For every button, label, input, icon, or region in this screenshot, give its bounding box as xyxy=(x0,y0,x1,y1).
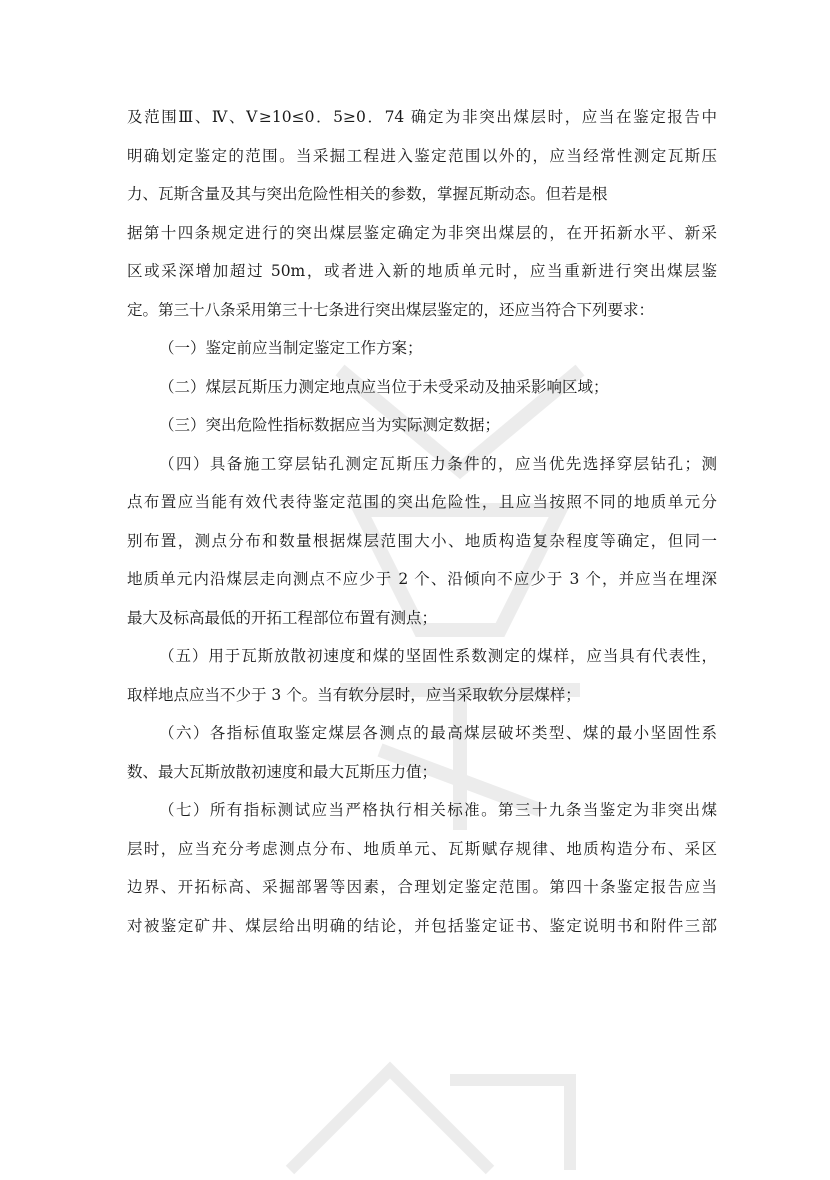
text-line: （一）鉴定前应当制定鉴定工作方案； xyxy=(159,339,423,357)
text-line: （七）所有指标测试应当严格执行相关标准。第三十九条当鉴定为非突出煤 xyxy=(159,801,717,819)
text-line: 最大及标高最低的开拓工程部位布置有测点； xyxy=(127,608,438,627)
text-line: 对被鉴定矿井、煤层给出明确的结论，并包括鉴定证书、鉴定说明书和附件三部 xyxy=(127,916,717,935)
text-line: 地质单元内沿煤层走向测点不应少于 2 个、沿倾向不应少于 3 个，并应当在埋深 xyxy=(127,570,717,588)
text-line: 力、瓦斯含量及其与突出危险性相关的参数，掌握瓦斯动态。但若是根 xyxy=(127,185,608,203)
text-line: （二）煤层瓦斯压力测定地点应当位于未受采动及抽采影响区域； xyxy=(159,377,609,396)
text-line: （三）突出危险性指标数据应当为实际测定数据； xyxy=(159,416,501,434)
text-line: 取样地点应当不少于 3 个。当有软分层时，应当采取软分层煤样； xyxy=(127,685,581,704)
text-line: 数、最大瓦斯放散初速度和最大瓦斯压力值； xyxy=(127,762,438,781)
text-line: 别布置，测点分布和数量根据煤层范围大小、地质构造复杂程度等确定，但同一 xyxy=(127,531,717,550)
text-line: 层时，应当充分考虑测点分布、地质单元、瓦斯赋存规律、地质构造分布、采区 xyxy=(127,839,717,858)
watermark-bottom-icon xyxy=(270,1040,590,1180)
document-body xyxy=(127,98,717,945)
text-line: 及范围Ⅲ、Ⅳ、Ⅴ≥10≤0．5≥0．74 确定为非突出煤层时，应当在鉴定报告中 xyxy=(127,108,717,126)
text-line: 点布置应当能有效代表待鉴定范围的突出危险性，且应当按照不同的地质单元分 xyxy=(127,493,717,511)
text-line: 明确划定鉴定的范围。当采掘工程进入鉴定范围以外的，应当经常性测定瓦斯压 xyxy=(127,146,717,165)
text-line: 定。第三十八条采用第三十七条进行突出煤层鉴定的，还应当符合下列要求： xyxy=(127,300,655,319)
text-line: （五）用于瓦斯放散初速度和煤的坚固性系数测定的煤样，应当具有代表性， xyxy=(159,647,717,665)
text-line: 边界、开拓标高、采掘部署等因素，合理划定鉴定范围。第四十条鉴定报告应当 xyxy=(127,878,717,896)
text-line: 区或采深增加超过 50m，或者进入新的地质单元时，应当重新进行突出煤层鉴 xyxy=(127,262,717,280)
text-line: （六）各指标值取鉴定煤层各测点的最高煤层破坏类型、煤的最小坚固性系 xyxy=(159,724,717,742)
text-line: 据第十四条规定进行的突出煤层鉴定确定为非突出煤层的，在开拓新水平、新采 xyxy=(127,223,717,242)
text-line: （四）具备施工穿层钻孔测定瓦斯压力条件的，应当优先选择穿层钻孔；测 xyxy=(159,454,717,473)
